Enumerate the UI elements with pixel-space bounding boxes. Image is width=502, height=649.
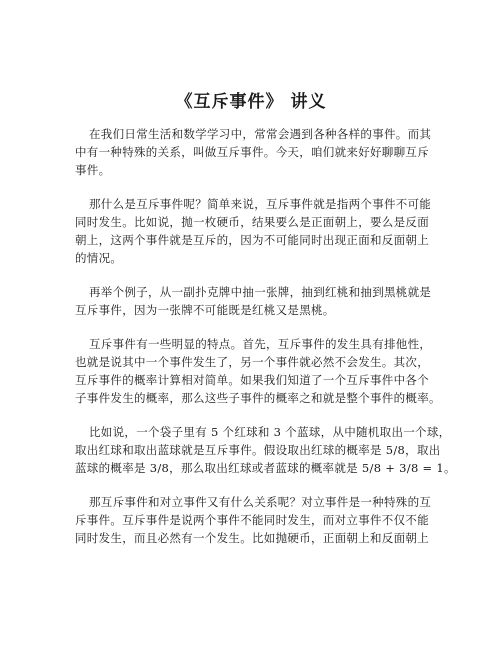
text-line: 中有一种特殊的关系，叫做互斥事件。今天，咱们就来好好聊聊互斥	[75, 145, 429, 159]
text-line: 同时发生。比如说，抛一枚硬币，结果要么是正面朝上，要么是反面	[75, 215, 429, 229]
text-line: 取出红球和取出蓝球就是互斥事件。假设取出红球的概率是 5/8，取出	[75, 443, 441, 457]
text-line: 子事件发生的概率，那么这些子事件的概率之和就是整个事件的概率。	[75, 391, 441, 405]
text-line: 那什么是互斥事件呢？简单来说，互斥事件就是指两个事件不可能	[89, 197, 432, 211]
text-line: 事件。	[75, 163, 111, 177]
text-line: 互斥事件有一些明显的特点。首先，互斥事件的发生具有排他性，	[89, 337, 432, 351]
text-line: 蓝球的概率是 3/8，那么取出红球或者蓝球的概率就是 5/8 + 3/8 = 1。	[75, 461, 456, 475]
text-line: 互斥事件，因为一张牌不可能既是红桃又是黑桃。	[75, 303, 335, 317]
text-line: 那互斥事件和对立事件又有什么关系呢？对立事件是一种特殊的互	[89, 495, 432, 509]
document-title: 《互斥事件》 讲义	[175, 92, 327, 112]
text-line: 也就是说其中一个事件发生了，另一个事件就必然不会发生。其次，	[75, 355, 429, 369]
text-line: 的情况。	[75, 251, 123, 265]
text-line: 比如说，一个袋子里有 5 个红球和 3 个蓝球，从中随机取出一个球，	[89, 425, 451, 439]
text-line: 再举个例子，从一副扑克牌中抽一张牌，抽到红桃和抽到黑桃就是	[89, 285, 432, 299]
text-line: 互斥事件的概率计算相对简单。如果我们知道了一个互斥事件中各个	[75, 373, 429, 387]
text-line: 斥事件。互斥事件是说两个事件不能同时发生，而对立事件不仅不能	[75, 513, 429, 527]
text-line: 同时发生，而且必然有一个发生。比如抛硬币，正面朝上和反面朝上	[75, 531, 429, 545]
text-line: 朝上，这两个事件就是互斥的，因为不可能同时出现正面和反面朝上	[75, 233, 429, 247]
text-line: 在我们日常生活和数学学习中，常常会遇到各种各样的事件。而其	[89, 127, 432, 141]
